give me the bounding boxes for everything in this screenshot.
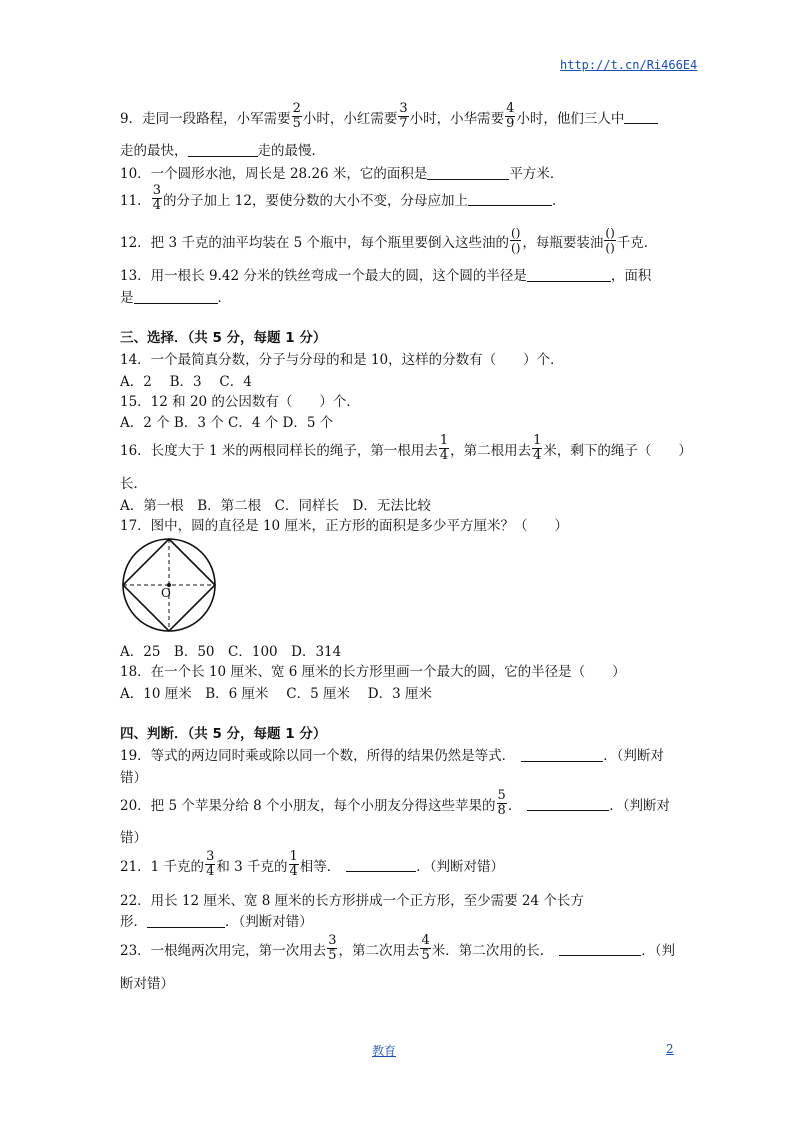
q11-text-a: 11． <box>120 192 151 209</box>
answer-blank[interactable] <box>527 796 609 811</box>
q20-text-a: 20．把 5 个苹果分给 8 个小朋友，每个小朋友分得这些苹果的 <box>120 797 496 814</box>
fraction-1-4: $\frac{1}{4}$ <box>439 433 449 463</box>
answer-blank[interactable] <box>468 191 552 206</box>
q23-text-b: ，第二次用去 <box>338 942 420 959</box>
question-21 <box>120 850 504 879</box>
q16-text-a: 16．长度大于 1 米的两根同样长的绳子，第一根用去 <box>120 442 438 459</box>
question-13-cont <box>120 286 231 306</box>
q9-text-c: 小时，小华需要 <box>409 110 505 127</box>
page-number[interactable]: 2 <box>666 1042 674 1056</box>
fraction-5-8: $\frac{5}{8}$ <box>497 788 506 818</box>
q13-text-a: 13．用一根长 9.42 分米的铁丝弯成一个最大的圆，这个圆的半径是 <box>120 268 527 284</box>
question-12 <box>120 226 657 255</box>
question-14-options: A．2 B．3 C．4 <box>120 374 252 390</box>
header-url-link[interactable]: http://t.cn/Ri466E4 <box>560 58 698 72</box>
fraction-1-4: $\frac{1}{4}$ <box>289 849 298 879</box>
fraction-2-5: $\frac{2}{5}$ <box>292 101 301 131</box>
q9-text-d: 小时，他们三人中 <box>516 110 625 127</box>
q12-text-b: ，每瓶要装油 <box>522 234 604 251</box>
q11-text-c: ． <box>551 192 566 209</box>
q10-text-a: 10．一个圆形水池，周长是 28.26 米，它的面积是 <box>120 166 428 182</box>
fraction-3-7: $\frac{3}{7}$ <box>399 101 408 131</box>
question-16-options: A．第一根 B．第二根 C．同样长 D．无法比较 <box>120 498 431 514</box>
question-14: 14．一个最简真分数，分子与分母的和是 10，这样的分数有（ ）个． <box>120 352 564 368</box>
q16-text-c: 米，剩下的绳子（ ） <box>543 442 692 459</box>
section-3-heading: 三、选择．（共 5 分，每题 1 分） <box>120 330 327 346</box>
question-10 <box>120 162 563 182</box>
q13-text-c: 是 <box>120 290 134 306</box>
q23-text-a: 23．一根绳两次用完，第一次用去 <box>120 942 327 959</box>
fraction-1-4: $\frac{1}{4}$ <box>533 433 542 463</box>
question-9 <box>120 102 658 131</box>
footer-link[interactable]: 教育 <box>372 1044 397 1058</box>
question-16-cont: 长． <box>120 476 147 492</box>
question-15: 15．12 和 20 的公因数有（ ）个． <box>120 394 360 410</box>
q21-text-d: ．（判断对错） <box>416 858 505 875</box>
q9-text-e: 走的最快， <box>120 143 188 159</box>
question-9-cont <box>120 139 325 159</box>
q21-text-c: 相等． <box>299 858 341 875</box>
question-22: 22．用长 12 厘米、宽 8 厘米的长方形拼成一个正方形，至少需要 24 个长方 <box>120 893 584 909</box>
q16-text-b: ，第二根用去 <box>450 442 532 459</box>
q19-text-b: ．（判断对 <box>603 748 664 764</box>
fraction-3-5: $\frac{3}{5}$ <box>328 933 337 963</box>
circle-square-figure <box>118 536 222 636</box>
question-18-options: A．10 厘米 B．6 厘米 C．5 厘米 D．3 厘米 <box>120 686 433 702</box>
question-19-cont: 错） <box>120 770 147 786</box>
answer-blank[interactable] <box>346 857 416 872</box>
question-23-cont: 断对错） <box>120 976 174 992</box>
q22-text-b: 形． <box>120 914 147 930</box>
question-11 <box>120 184 565 213</box>
question-20-cont: 错） <box>120 830 147 846</box>
center-label: O <box>161 586 171 600</box>
question-22-cont <box>120 910 313 930</box>
section-4-heading: 四、判断．（共 5 分，每题 1 分） <box>120 726 327 742</box>
fraction-3-4: $\frac{3}{4}$ <box>206 849 215 879</box>
q21-text-a: 21．1 千克的 <box>120 858 205 875</box>
q20-text-c: ．（判断对 <box>609 797 671 814</box>
q22-text-c: ．（判断对错） <box>225 914 313 930</box>
answer-blank[interactable] <box>147 913 225 928</box>
answer-blank[interactable] <box>521 747 603 762</box>
answer-blank[interactable] <box>188 142 258 157</box>
q20-text-b: ． <box>507 797 522 814</box>
question-18: 18．在一个长 10 厘米、宽 6 厘米的长方形里画一个最大的圆，它的半径是（ ） <box>120 664 626 680</box>
fraction-3-4: $\frac{3}{4}$ <box>152 183 161 213</box>
q23-text-c: 米．第二次用的长． <box>431 942 554 959</box>
answer-blank[interactable] <box>427 165 509 180</box>
q19-text-a: 19．等式的两边同时乘或除以同一个数，所得的结果仍然是等式． <box>120 748 516 764</box>
q13-text-b: ，面积 <box>610 268 652 284</box>
fraction-4-5: $\frac{4}{5}$ <box>421 933 430 963</box>
fraction-4-9: $\frac{4}{9}$ <box>506 101 515 131</box>
fraction-blank[interactable]: $\frac{()}{()}$ <box>511 226 521 255</box>
question-19 <box>120 744 664 764</box>
q12-text-c: 千克． <box>616 234 658 251</box>
q9-text-a: 9．走同一段路程，小军需要 <box>120 110 291 127</box>
answer-blank[interactable] <box>134 289 218 304</box>
question-15-options: A．2 个 B．3 个 C．4 个 D．5 个 <box>120 415 334 431</box>
question-23 <box>120 934 675 963</box>
q10-text-b: 平方米． <box>509 166 564 182</box>
q12-text-a: 12．把 3 千克的油平均装在 5 个瓶中，每个瓶里要倒入这些油的 <box>120 234 510 251</box>
answer-blank[interactable] <box>559 941 641 956</box>
question-20 <box>120 789 670 818</box>
question-17: 17．图中，圆的直径是 10 厘米，正方形的面积是多少平方厘米？（ ） <box>120 518 568 534</box>
q9-text-b: 小时，小红需要 <box>302 110 398 127</box>
q9-text-f: 走的最慢． <box>257 143 325 159</box>
question-17-options: A．25 B．50 C．100 D．314 <box>120 644 342 660</box>
answer-blank[interactable] <box>624 109 658 124</box>
answer-blank[interactable] <box>527 267 611 282</box>
q21-text-b: 和 3 千克的 <box>216 858 288 875</box>
q13-text-d: ． <box>217 290 231 306</box>
fraction-blank[interactable]: $\frac{()}{()}$ <box>605 226 615 255</box>
question-13 <box>120 264 651 284</box>
question-16 <box>120 434 692 463</box>
q23-text-d: ．（判 <box>641 942 675 959</box>
q11-text-b: 的分子加上 12，要使分数的大小不变，分母应加上 <box>162 192 468 209</box>
